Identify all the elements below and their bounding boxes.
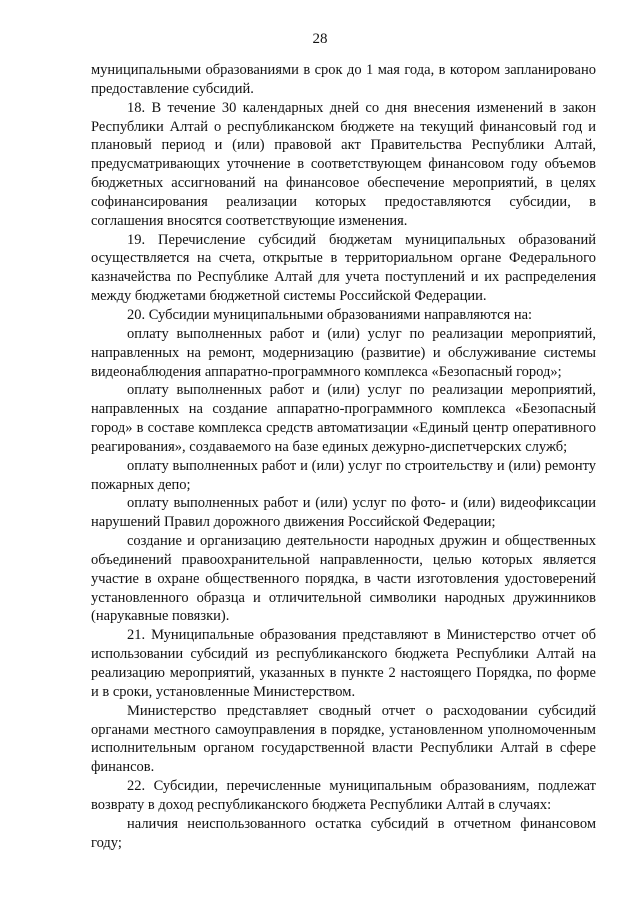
paragraph-20-item-fire-depots: оплату выполненных работ и (или) услуг по строительству и (или) ремонту пожарных депо; <box>91 457 596 493</box>
paragraph-continuation: муниципальными образованиями в срок до 1 мая года, в котором запланировано предоставление субсидий. <box>91 62 596 97</box>
paragraph-21: 21. Муниципальные образования представляют в Министерство отчет об использовании субсидий из республиканского бюджета Республики Алтай на реализацию мероприятий, указанных в пункте 2 настоящего Порядка, по форме и в сроки, установленные Министерством. <box>91 627 596 700</box>
paragraph-20: 20. Субсидии муниципальными образованиями направляются на: <box>127 306 533 323</box>
paragraph-22-item-unused-balance: наличия неиспользованного остатка субсидий в отчетном финансовом году; <box>91 815 596 851</box>
paragraph-20-item-video-surveillance: оплату выполненных работ и (или) услуг по реализации мероприятий, направленных на ремонт, модернизацию (развитие) и обслуживание системы видеонаблюдения аппаратно-программного комплекса «Безопасный город»; <box>91 325 596 380</box>
paragraph-18: 18. В течение 30 календарных дней со дня внесения изменений в закон Республики Алтай о республиканском бюджете на текущий финансовый год и плановый период и (или) правовой акт Правительства Республики Алтай, предусматривающих уточнение в соответствующем финансовом году объемов бюджетных ассигнований на финансовое обеспечение мероприятий, в целях софинансирования реализации которых предоставляются субсидии, в соглашения вносятся соответствующие изменения. <box>91 99 596 229</box>
paragraph-20-item-traffic-fixation: оплату выполненных работ и (или) услуг по фото- и (или) видеофиксации нарушений Правил дорожного движения Российской Федерации; <box>91 495 596 531</box>
paragraph-22: 22. Субсидии, перечисленные муниципальным образованиям, подлежат возврату в доход республиканского бюджета Республики Алтай в случаях: <box>91 778 596 813</box>
document-body <box>91 61 596 852</box>
paragraph-19: 19. Перечисление субсидий бюджетам муниципальных образований осуществляется на счета, открытые в территориальном органе Федерального казначейства по Республике Алтай для учета поступлений и их распределения между бюджетами бюджетной системы Российской Федерации. <box>91 231 596 305</box>
paragraph-20-item-people-squads: создание и организацию деятельности народных дружин и общественных объединений правоохранительной направленности, целью которых является участие в охране общественного порядка, в части изготовления удостоверений установленного образца и отличительной символики народных дружинников (нарукавные повязки). <box>91 533 596 625</box>
paragraph-21-report: Министерство представляет сводный отчет о расходовании субсидий органами местного самоуправления в порядке, установленном уполномоченным исполнительным органом государственной власти Республики Алтай в сфере финансов. <box>91 702 596 776</box>
paragraph-20-item-safe-city: оплату выполненных работ и (или) услуг по реализации мероприятий, направленных на создание аппаратно-программного комплекса «Безопасный город» в составе комплекса средств автоматизации «Единый центр оперативного реагирования», создаваемого на базе единых дежурно-диспетчерских служб; <box>91 382 596 455</box>
page-number: 28 <box>312 31 328 47</box>
